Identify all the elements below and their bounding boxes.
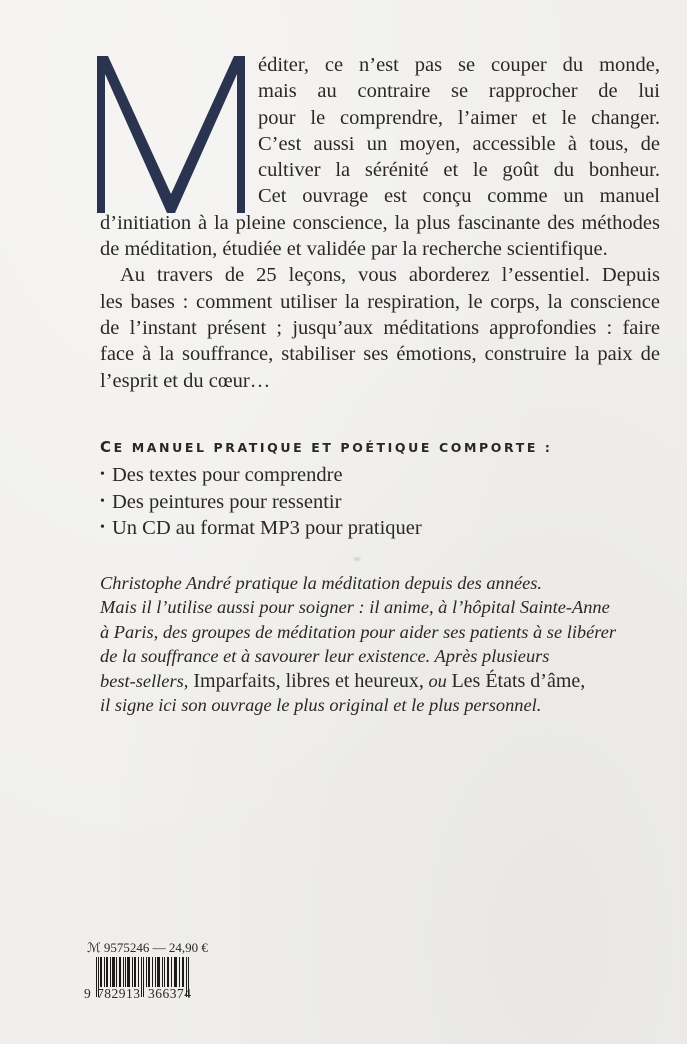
bullet-icon: •	[100, 467, 105, 482]
intro-line: éditer, ce n’est pas se couper du monde,	[258, 54, 660, 76]
intro-line: pour le comprendre, l’aimer et le changer.	[258, 106, 660, 129]
intro-line: d’initiation à la pleine conscience, la plus fascinante des méthodes	[100, 211, 660, 234]
author-bio-line: de la souffrance et à savourer leur existence. Après plusieurs	[100, 646, 550, 667]
paragraph2-line: face à la souffrance, stabiliser ses émotions, construire la paix de	[100, 343, 660, 366]
features-heading-text: E MANUEL PRATIQUE ET POÉTIQUE COMPORTE :	[113, 440, 553, 455]
features-heading-initial: C	[100, 438, 114, 456]
features-heading	[100, 438, 553, 456]
bullet-icon: •	[100, 520, 105, 535]
price: 24,90 €	[168, 940, 208, 955]
intro-text	[100, 52, 660, 394]
price-line	[87, 940, 208, 956]
paper-speck	[352, 556, 362, 562]
feature-item-text: Un CD au format MP3 pour pratiquer	[112, 517, 422, 539]
book-title-etats-dame: Les États d’âme,	[451, 669, 586, 692]
author-bio-fragment: best-sellers,	[100, 670, 189, 691]
feature-item-text: Des peintures pour ressentir	[112, 490, 342, 513]
feature-item-text: Des textes pour comprendre	[112, 464, 343, 486]
barcode-digits	[84, 986, 192, 1002]
barcode-digit-first: 9	[84, 986, 92, 1001]
intro-line: Cet ouvrage est conçu comme un manuel	[258, 185, 660, 208]
paragraph2-line: de l’instant présent ; jusqu’aux méditations approfondies : faire	[100, 316, 660, 339]
author-bio-line: Christophe André pratique la méditation depuis des années.	[100, 573, 543, 593]
price-separator: —	[149, 940, 169, 955]
publisher-logo-icon: ℳ	[87, 941, 101, 956]
intro-line: cultiver la sérénité et le goût du bonheur.	[258, 159, 660, 182]
bullet-icon: •	[100, 493, 105, 509]
features-list	[100, 462, 422, 542]
paragraph2-line: l’esprit et du cœur…	[100, 369, 271, 392]
author-bio	[100, 571, 660, 717]
barcode-digits-left: 782913	[97, 986, 141, 1001]
paragraph2-line: les bases : comment utiliser la respiration, le corps, la conscience	[100, 290, 660, 313]
feature-item	[100, 489, 422, 516]
paragraph2-line: Au travers de 25 leçons, vous aborderez l’essentiel. Depuis	[120, 264, 660, 287]
product-code: 9575246	[103, 940, 150, 955]
book-title-imparfaits: Imparfaits, libres et heureux,	[188, 669, 424, 692]
author-bio-line	[100, 669, 660, 693]
author-bio-line: il signe ici son ouvrage le plus original et le plus personnel.	[100, 695, 542, 716]
intro-line: mais au contraire se rapprocher de lui	[258, 80, 660, 103]
intro-line: de méditation, étudiée et validée par la recherche scientifique.	[100, 238, 608, 261]
author-bio-fragment: ou	[423, 670, 452, 691]
feature-item	[100, 515, 422, 542]
feature-item	[100, 462, 422, 489]
author-bio-line: à Paris, des groupes de méditation pour aider ses patients à se libérer	[100, 621, 617, 642]
barcode-digits-right: 366374	[148, 986, 192, 1001]
author-bio-line: Mais il l’utilise aussi pour soigner : il anime, à l’hôpital Sainte-Anne	[100, 597, 610, 618]
intro-line: C’est aussi un moyen, accessible à tous, de	[258, 132, 660, 155]
